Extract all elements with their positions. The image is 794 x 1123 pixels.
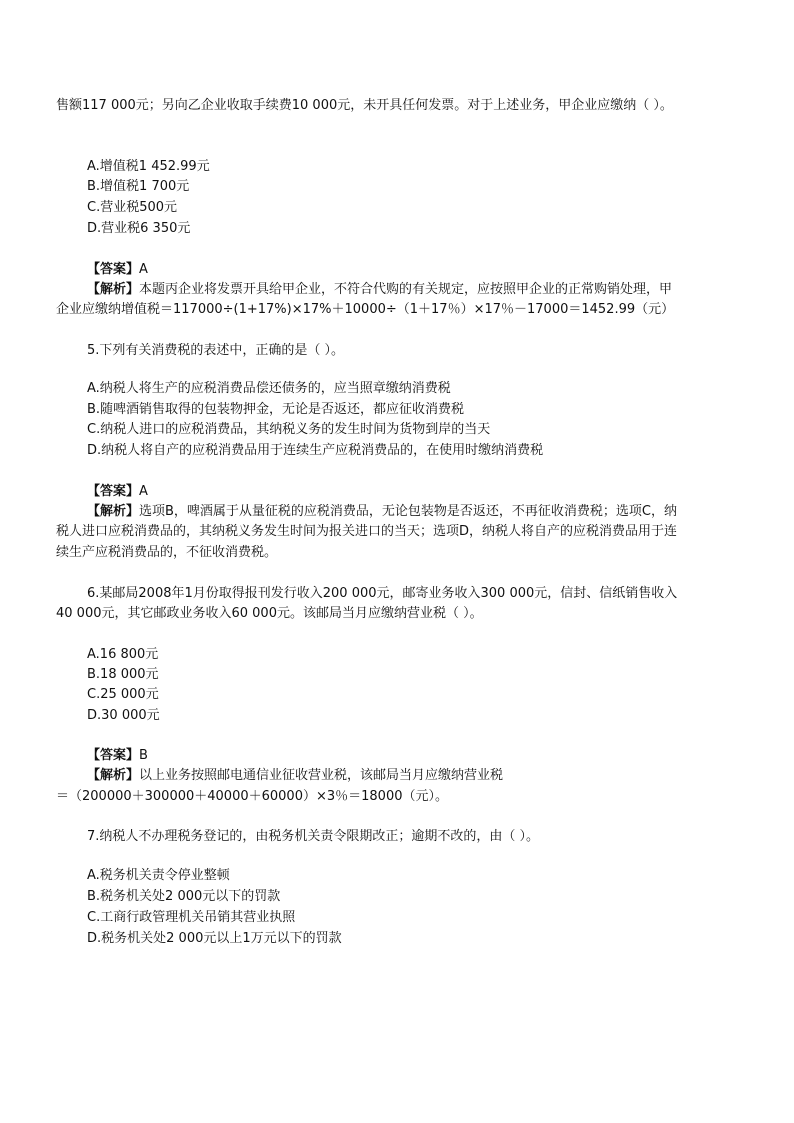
q5-option-a: A.纳税人将生产的应税消费品偿还债务的，应当照章缴纳消费税 bbox=[87, 381, 451, 396]
q5-analysis-line3: 续生产应税消费品的，不征收消费税。 bbox=[56, 545, 278, 560]
q6-analysis-line2: ＝（200000＋300000＋40000＋60000）×3％＝18000（元）。 bbox=[56, 789, 448, 804]
q4-option-a: A.增值税1 452.99元 bbox=[87, 159, 210, 174]
analysis-text: 本题丙企业将发票开具给甲企业，不符合代购的有关规定，应按照甲企业的正常购销处理，甲 bbox=[139, 282, 673, 297]
analysis-label: 【解析】 bbox=[87, 504, 140, 519]
q5-stem: 5.下列有关消费税的表述中，正确的是（ ）。 bbox=[87, 343, 345, 358]
q4-option-d: D.营业税6 350元 bbox=[87, 221, 191, 236]
q7-option-c: C.工商行政管理机关吊销其营业执照 bbox=[87, 910, 296, 925]
answer-label: 【答案】 bbox=[87, 748, 140, 763]
answer-value: A bbox=[139, 262, 148, 277]
answer-value: A bbox=[139, 484, 148, 499]
q6-stem-line2: 40 000元，其它邮政业务收入60 000元。该邮局当月应缴纳营业税（ ）。 bbox=[56, 606, 483, 621]
analysis-label: 【解析】 bbox=[87, 282, 140, 297]
analysis-text: 选项B，啤酒属于从量征税的应税消费品，无论包装物是否返还，不再征收消费税；选项C，纳 bbox=[139, 504, 678, 519]
analysis-label: 【解析】 bbox=[87, 768, 140, 783]
q7-option-b: B.税务机关处2 000元以下的罚款 bbox=[87, 889, 281, 904]
q7-option-d: D.税务机关处2 000元以上1万元以下的罚款 bbox=[87, 931, 342, 946]
q4-option-c: C.营业税500元 bbox=[87, 200, 178, 215]
q4-analysis-line2: 企业应缴纳增值税＝117000÷(1+17%)×17%＋10000÷（1＋17％）×17％－17000＝1452.99（元） bbox=[56, 302, 675, 317]
analysis-text: 以上业务按照邮电通信业征收营业税，该邮局当月应缴纳营业税 bbox=[139, 768, 504, 783]
q5-answer bbox=[87, 483, 148, 500]
q5-option-c: C.纳税人进口的应税消费品，其纳税义务的发生时间为货物到岸的当天 bbox=[87, 422, 491, 437]
q6-analysis bbox=[87, 767, 503, 784]
q6-option-a: A.16 800元 bbox=[87, 647, 159, 662]
q6-answer bbox=[87, 747, 148, 764]
q5-option-b: B.随啤酒销售取得的包装物押金，无论是否返还，都应征收消费税 bbox=[87, 402, 465, 417]
q4-option-b: B.增值税1 700元 bbox=[87, 179, 190, 194]
q4-intro-line: 售额117 000元；另向乙企业收取手续费10 000元，未开具任何发票。对于上述业务，甲企业应缴纳（ ）。 bbox=[56, 98, 673, 113]
answer-label: 【答案】 bbox=[87, 262, 140, 277]
q6-option-d: D.30 000元 bbox=[87, 708, 160, 723]
q7-stem: 7.纳税人不办理税务登记的，由税务机关责令限期改正；逾期不改的，由（ ）。 bbox=[87, 829, 540, 844]
q6-option-c: C.25 000元 bbox=[87, 687, 159, 702]
q6-option-b: B.18 000元 bbox=[87, 667, 159, 682]
q4-answer bbox=[87, 261, 148, 278]
q7-option-a: A.税务机关责令停业整顿 bbox=[87, 868, 230, 883]
answer-label: 【答案】 bbox=[87, 484, 140, 499]
q4-analysis bbox=[87, 281, 672, 298]
q5-analysis bbox=[87, 503, 677, 520]
q6-stem-line1: 6.某邮局2008年1月份取得报刊发行收入200 000元，邮寄业务收入300 000元，信封、信纸销售收入 bbox=[87, 586, 678, 601]
q5-option-d: D.纳税人将自产的应税消费品用于连续生产应税消费品的，在使用时缴纳消费税 bbox=[87, 443, 544, 458]
q5-analysis-line2: 税人进口应税消费品的，其纳税义务发生时间为报关进口的当天；选项D，纳税人将自产的应税消费品用于连 bbox=[56, 524, 678, 539]
answer-value: B bbox=[139, 748, 148, 763]
